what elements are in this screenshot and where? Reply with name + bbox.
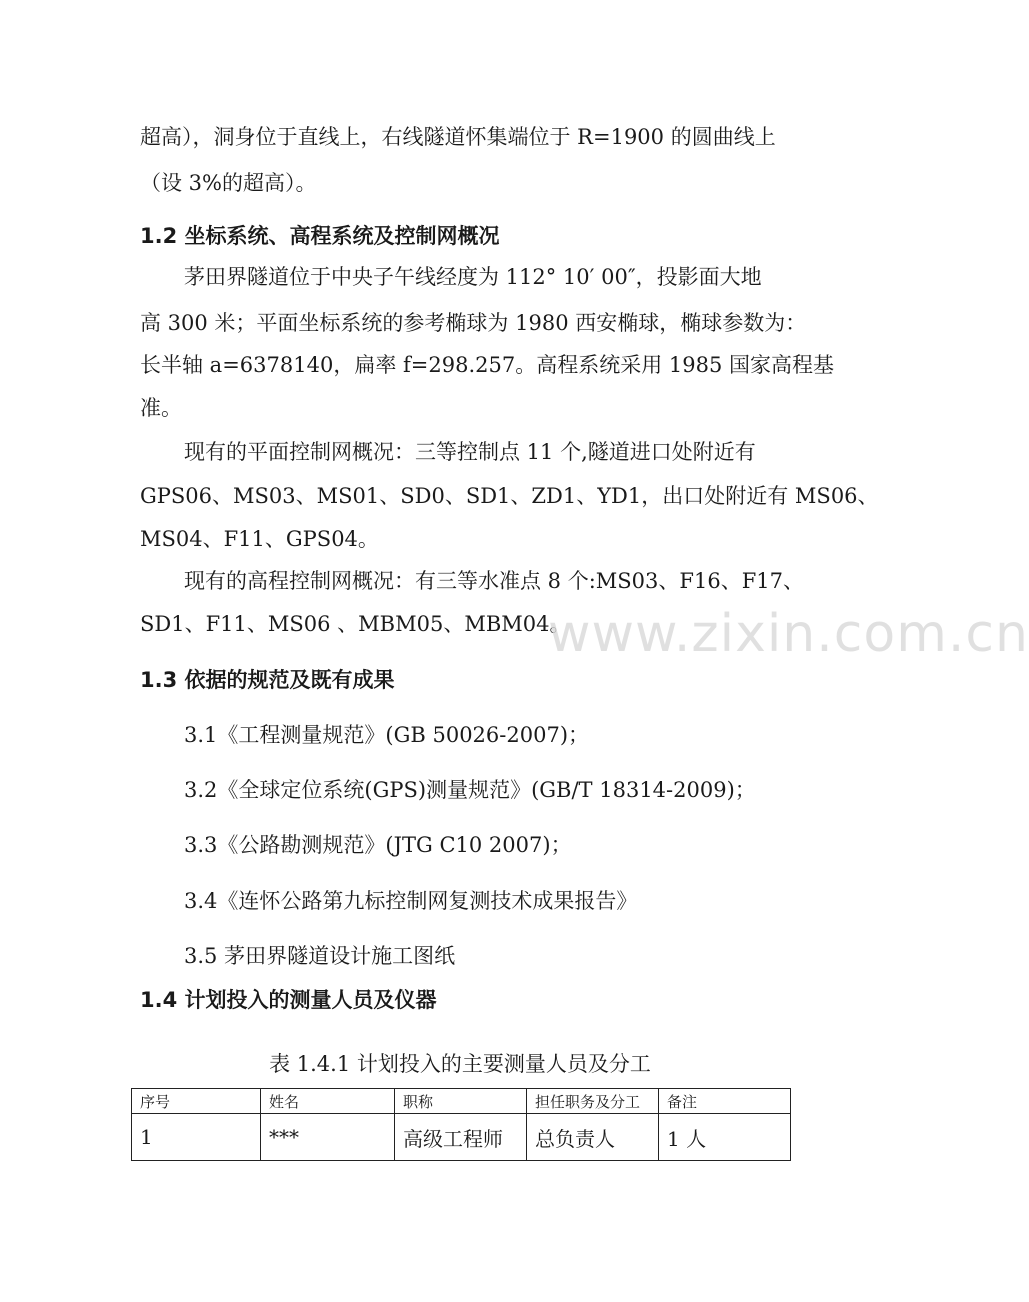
column-header: 担任职务及分工 [527, 1089, 659, 1114]
watermark: www.zixin.com.cn [548, 604, 1029, 664]
paragraph-line: 准。 [140, 396, 182, 420]
table-cell: *** [261, 1114, 395, 1161]
table-cell: 1 人 [659, 1114, 791, 1161]
paragraph-line: （设 3%的超高）。 [140, 171, 317, 195]
reference-item: 3.2《全球定位系统(GPS)测量规范》(GB/T 18314-2009)； [184, 778, 756, 802]
section-heading-1-3: 1.3 依据的规范及既有成果 [140, 668, 395, 692]
section-heading-1-2: 1.2 坐标系统、高程系统及控制网概况 [140, 224, 500, 248]
reference-item: 3.1《工程测量规范》(GB 50026-2007)； [184, 723, 590, 747]
table-cell: 高级工程师 [395, 1114, 527, 1161]
table-cell: 1 [132, 1114, 261, 1161]
column-header: 姓名 [261, 1089, 395, 1114]
reference-item: 3.5 茅田界隧道设计施工图纸 [184, 944, 456, 968]
staff-table [131, 1088, 791, 1161]
paragraph-line: 茅田界隧道位于中央子午线经度为 112° 10′ 00″，投影面大地 [184, 265, 762, 289]
table-header-row [132, 1089, 791, 1114]
paragraph-line: GPS06、MS03、MS01、SD0、SD1、ZD1、YD1，出口处附近有 MS06、 [140, 484, 879, 508]
paragraph-line: 现有的平面控制网概况：三等控制点 11 个,隧道进口处附近有 [184, 440, 756, 464]
table-cell: 总负责人 [527, 1114, 659, 1161]
paragraph-line: MS04、F11、GPS04。 [140, 527, 379, 551]
paragraph-line: 超高），洞身位于直线上，右线隧道怀集端位于 R=1900 的圆曲线上 [140, 125, 776, 149]
column-header: 职称 [395, 1089, 527, 1114]
paragraph-line: 长半轴 a=6378140，扁率 f=298.257。高程系统采用 1985 国家高程基 [140, 353, 834, 377]
column-header: 备注 [659, 1089, 791, 1114]
paragraph-line: 现有的高程控制网概况：有三等水准点 8 个:MS03、F16、F17、 [184, 569, 804, 593]
reference-item: 3.4《连怀公路第九标控制网复测技术成果报告》 [184, 889, 638, 913]
table-caption: 表 1.4.1 计划投入的主要测量人员及分工 [269, 1052, 651, 1076]
table-row [132, 1114, 791, 1161]
paragraph-line: SD1、F11、MS06 、MBM05、MBM04。 [140, 612, 571, 636]
section-heading-1-4: 1.4 计划投入的测量人员及仪器 [140, 988, 437, 1012]
reference-item: 3.3《公路勘测规范》(JTG C10 2007)； [184, 833, 572, 857]
paragraph-line: 高 300 米；平面坐标系统的参考椭球为 1980 西安椭球，椭球参数为： [140, 311, 807, 335]
column-header: 序号 [132, 1089, 261, 1114]
